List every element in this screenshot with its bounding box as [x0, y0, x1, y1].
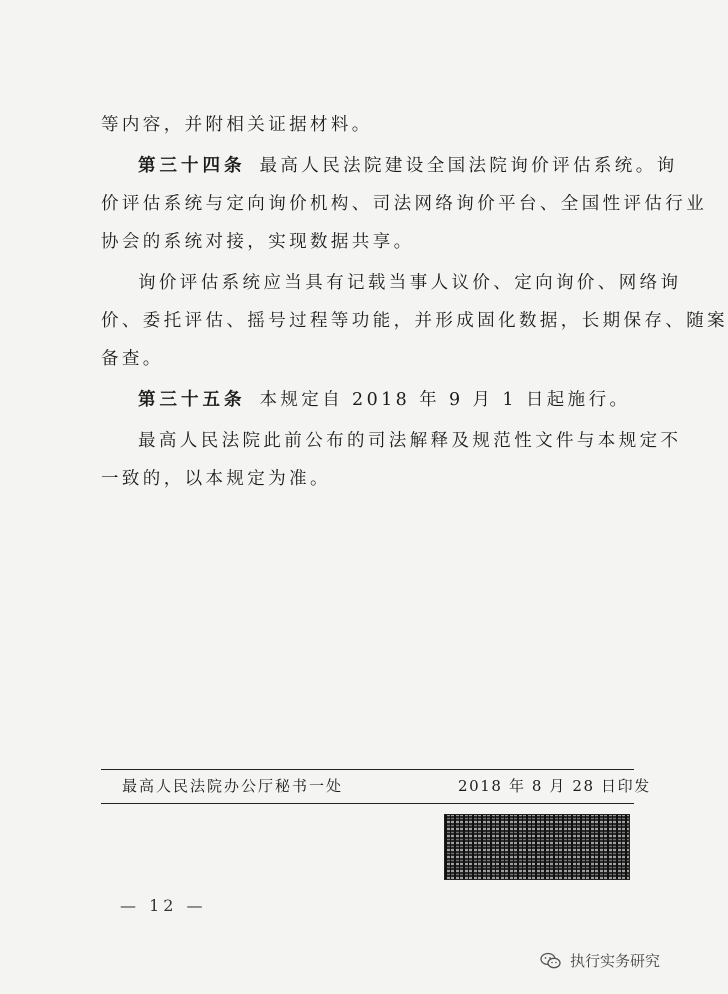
barcode-image: [444, 814, 630, 880]
wechat-icon: [540, 952, 562, 970]
body-line: [101, 264, 682, 302]
line-text: 询价评估系统应当具有记载当事人议价、定向询价、网络询: [138, 273, 682, 293]
body-line: [101, 185, 708, 223]
article-number: 第三十四条: [138, 156, 246, 176]
footer-bottom-rule: [101, 803, 634, 804]
body-line: [101, 340, 641, 378]
line-text: 本规定自 2018 年 9 月 1 日起施行。: [259, 390, 631, 410]
document-body: [101, 106, 728, 498]
line-text: 最高人民法院建设全国法院询价评估系统。询: [259, 156, 678, 176]
body-line: [101, 106, 641, 144]
article-number: 第三十五条: [138, 390, 246, 410]
body-line: [101, 422, 682, 460]
footer-top-rule: [101, 769, 634, 770]
page-number: — 12 —: [120, 896, 207, 915]
line-text: 等内容，并附相关证据材料。: [101, 115, 373, 135]
watermark: [540, 950, 660, 971]
line-text: 备查。: [101, 349, 164, 369]
body-line: [101, 302, 728, 340]
line-text: 一致的，以本规定为准。: [101, 469, 331, 489]
watermark-text: 执行实务研究: [570, 952, 661, 970]
line-text: 价评估系统与定向询价机构、司法网络询价平台、全国性评估行业: [101, 194, 708, 214]
body-line: [101, 223, 641, 261]
issue-date: 2018 年 8 月 28 日印发: [458, 777, 651, 795]
body-line: [101, 147, 678, 185]
line-text: 最高人民法院此前公布的司法解释及规范性文件与本规定不: [138, 431, 682, 451]
line-text: 协会的系统对接，实现数据共享。: [101, 232, 415, 252]
body-line: [101, 381, 641, 419]
line-text: 价、委托评估、摇号过程等功能，并形成固化数据，长期保存、随案: [101, 311, 728, 331]
body-line: [101, 460, 641, 498]
issuer-label: 最高人民法院办公厅秘书一处: [122, 777, 344, 795]
